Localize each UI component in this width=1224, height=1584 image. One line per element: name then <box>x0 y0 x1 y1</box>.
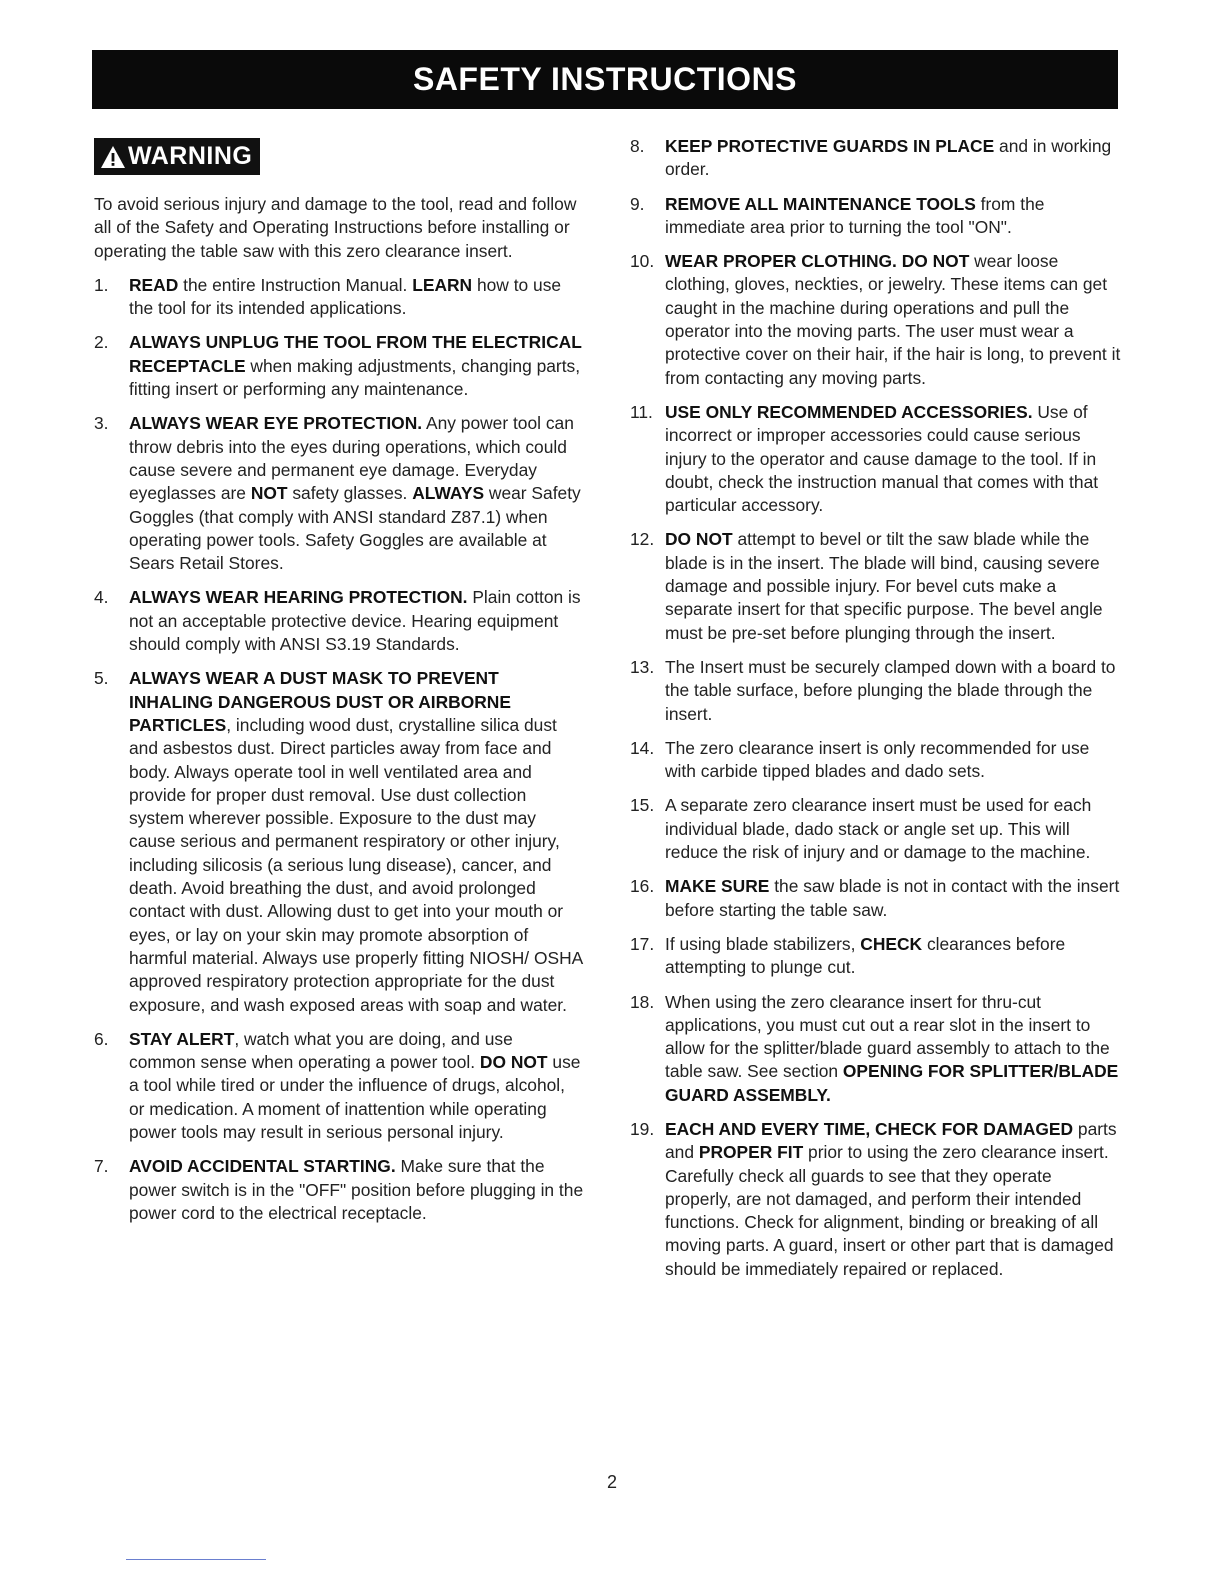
list-item <box>630 875 1122 922</box>
list-item <box>630 135 1122 182</box>
list-item <box>94 586 584 656</box>
item-emphasis: DO NOT <box>665 529 733 550</box>
list-item <box>94 1155 584 1225</box>
item-number: 11. <box>630 401 653 422</box>
instruction-list-right <box>630 135 1122 1281</box>
item-number: 2. <box>94 332 109 353</box>
left-column <box>94 138 584 1236</box>
warning-badge <box>94 138 260 175</box>
list-item <box>630 193 1122 240</box>
item-emphasis: ALWAYS WEAR A DUST MASK TO PREVENT INHALING DANGEROUS DUST OR AIRBORNE PARTICLES <box>129 668 511 735</box>
item-text <box>129 331 584 401</box>
item-emphasis: STAY ALERT <box>129 1028 235 1049</box>
item-text <box>665 991 1122 1107</box>
page-number: 2 <box>606 1472 617 1492</box>
item-text <box>129 274 584 321</box>
item-text-run: prior to using the zero clearance insert. Carefully check all guards to see that they operate properly, are not damaged, and perform their intended functions. Check for alignment, binding or breaking of all moving parts. A guard, insert or other part that is damaged should be immediately repaired or replaced. <box>665 1142 1114 1279</box>
page-title: SAFETY INSTRUCTIONS <box>92 50 1118 109</box>
item-number: 5. <box>94 668 109 689</box>
item-number: 18. <box>630 991 655 1012</box>
right-column <box>630 135 1122 1292</box>
item-text-run: When using the zero clearance insert for thru-cut applications, you must cut out a rear slot in the insert to allow for the splitter/blade guard assembly to attach to the table saw. See section <box>665 991 1110 1082</box>
item-emphasis: READ <box>129 274 179 295</box>
item-text-run: Make sure that the power switch is in the "OFF" position before plugging in the power cord to the electrical receptacle. <box>129 1156 584 1223</box>
list-item <box>630 991 1122 1107</box>
item-number: 12. <box>630 529 655 550</box>
item-emphasis: REMOVE ALL MAINTENANCE TOOLS <box>665 193 976 214</box>
list-item <box>94 331 584 401</box>
item-text-run: parts and <box>665 1118 1117 1163</box>
item-number: 15. <box>630 795 655 816</box>
list-item <box>630 656 1122 726</box>
item-text <box>665 528 1122 644</box>
item-text <box>665 656 1122 726</box>
item-text-run: Use of incorrect or improper accessories could cause serious injury to the operator and cause damage to the tool. If in doubt, check the instruction manual that comes with that particular accessory. <box>665 401 1099 516</box>
item-text-run: , watch what you are doing, and use common sense when operating a power tool. <box>129 1028 513 1073</box>
item-text <box>129 1028 584 1144</box>
list-item <box>630 1118 1122 1281</box>
warning-triangle-icon <box>100 145 126 169</box>
item-text <box>665 875 1122 922</box>
item-text <box>129 586 584 656</box>
list-item <box>630 737 1122 784</box>
item-number: 9. <box>630 193 645 214</box>
instruction-list-left <box>94 274 584 1225</box>
item-emphasis: ALWAYS WEAR HEARING PROTECTION. <box>129 587 468 608</box>
item-text-run: use a tool while tired or under the influence of drugs, alcohol, or medication. A moment of inattention while operating power tools may result in serious personal injury. <box>129 1052 581 1142</box>
item-text-run: Plain cotton is not an acceptable protective device. Hearing equipment should comply with ANSI S3.19 Standards. <box>129 587 581 655</box>
item-emphasis: AVOID ACCIDENTAL STARTING. <box>129 1156 396 1177</box>
item-number: 7. <box>94 1156 109 1177</box>
item-number: 13. <box>630 656 655 677</box>
item-text <box>665 401 1122 517</box>
item-text <box>665 933 1122 980</box>
item-text-run: The zero clearance insert is only recommended for use with carbide tipped blades and dado sets. <box>665 737 1090 782</box>
item-text <box>665 794 1122 864</box>
item-text-run: the saw blade is not in contact with the insert before starting the table saw. <box>665 876 1120 920</box>
item-number: 17. <box>630 933 655 954</box>
warning-intro: To avoid serious injury and damage to the tool, read and follow all of the Safety and Operating Instructions before installing or operating the table saw with this zero clearance insert. <box>94 194 577 261</box>
item-number: 16. <box>630 876 655 897</box>
item-emphasis: NOT <box>250 483 288 504</box>
item-emphasis: EACH AND EVERY TIME, CHECK FOR DAMAGED <box>665 1118 1074 1139</box>
item-number: 4. <box>94 587 109 608</box>
item-emphasis: WEAR PROPER CLOTHING. DO NOT <box>665 251 970 272</box>
list-item <box>94 274 584 321</box>
item-number: 3. <box>94 413 109 434</box>
item-text-run: If using blade stabilizers, <box>665 933 861 954</box>
item-emphasis: DO NOT <box>479 1052 548 1073</box>
item-number: 6. <box>94 1028 109 1049</box>
item-emphasis: USE ONLY RECOMMENDED ACCESSORIES. <box>665 401 1033 422</box>
list-item <box>630 794 1122 864</box>
item-number: 19. <box>630 1118 655 1139</box>
list-item <box>630 401 1122 517</box>
item-text-run: how to use the tool for its intended applications. <box>129 274 562 319</box>
list-item <box>94 412 584 575</box>
list-item <box>630 250 1122 390</box>
item-number: 1. <box>94 274 109 295</box>
list-item <box>94 667 584 1016</box>
item-text <box>129 412 584 575</box>
item-number: 14. <box>630 737 655 758</box>
item-emphasis: CHECK <box>860 933 923 954</box>
item-text-run: wear loose clothing, gloves, neckties, or jewelry. These items can get caught in the machine during operations and pull the operator into the moving parts. The user must wear a protective cover on their hair, if the hair is long, to prevent it from contacting any moving parts. <box>665 251 1121 388</box>
item-text <box>129 1155 584 1225</box>
item-text <box>665 250 1122 390</box>
item-emphasis: MAKE SURE <box>665 876 770 897</box>
item-emphasis: KEEP PROTECTIVE GUARDS IN PLACE <box>665 136 995 156</box>
list-item <box>630 933 1122 980</box>
item-text-run: safety glasses. <box>287 483 413 504</box>
item-text <box>665 135 1122 182</box>
item-text-run: Any power tool can throw debris into the eyes during operations, which could cause severe and permanent eye damage. Everyday eyeglasses are <box>129 413 574 504</box>
item-text <box>665 1118 1122 1281</box>
item-text-run: , including wood dust, crystalline silica dust and asbestos dust. Direct particles away from face and body. Always operate tool in well ventilated area and provide for proper dust removal. Use dust collection system wherever possible. Exposure to the dust may cause serious and permanent respiratory or other injury, including silicosis (a serious lung disease), cancer, and death. Avoid breathing the dust, and avoid prolonged contact with dust. Allowing dust to get into your mouth or eyes, or lay on your skin may promote absorption of harmful material. Always use properly fitting NIOSH/ OSHA approved respiratory protection appropriate for the dust exposure, and wash exposed areas with soap and water. <box>129 714 583 1015</box>
item-emphasis: ALWAYS UNPLUG THE TOOL FROM THE ELECTRICAL RECEPTACLE <box>129 332 582 376</box>
item-text-run: A separate zero clearance insert must be used for each individual blade, dado stack or angle set up. This will reduce the risk of injury and or damage to the machine. <box>665 795 1092 863</box>
item-emphasis: ALWAYS WEAR EYE PROTECTION. <box>129 413 423 434</box>
list-item <box>630 528 1122 644</box>
item-text-run: The Insert must be securely clamped down with a board to the table surface, before plunging the blade through the insert. <box>665 656 1116 724</box>
warning-label: WARNING <box>128 141 253 170</box>
item-text-run: attempt to bevel or tilt the saw blade while the blade is in the insert. The blade will bind, causing severe damage and possible injury. For bevel cuts make a separate insert for that specific purpose. The bevel angle must be pre-set before plunging through the insert. <box>665 529 1103 643</box>
item-text-run: the entire Instruction Manual. <box>178 274 413 295</box>
item-emphasis: ALWAYS <box>412 483 485 504</box>
item-text <box>665 737 1122 784</box>
item-emphasis: OPENING FOR SPLITTER/BLADE GUARD ASSEMBLY. <box>665 1061 1119 1105</box>
item-text-run: from the immediate area prior to turning the tool "ON". <box>665 193 1045 237</box>
item-number: 8. <box>630 136 645 156</box>
list-item <box>94 1028 584 1144</box>
bottom-rule <box>126 1559 266 1560</box>
item-text-run: and in working order. <box>665 136 1112 180</box>
item-number: 10. <box>630 251 655 272</box>
item-text-run: wear Safety Goggles (that comply with ANSI standard Z87.1) when operating power tools. Safety Goggles are available at Sears Retail Stores. <box>129 483 581 574</box>
item-text <box>129 667 584 1016</box>
item-text-run: when making adjustments, changing parts, fitting insert or performing any maintenance. <box>129 355 581 400</box>
item-emphasis: LEARN <box>412 274 473 295</box>
item-text-run: clearances before attempting to plunge cut. <box>665 933 1066 978</box>
item-text <box>665 193 1122 240</box>
item-emphasis: PROPER FIT <box>698 1142 804 1163</box>
